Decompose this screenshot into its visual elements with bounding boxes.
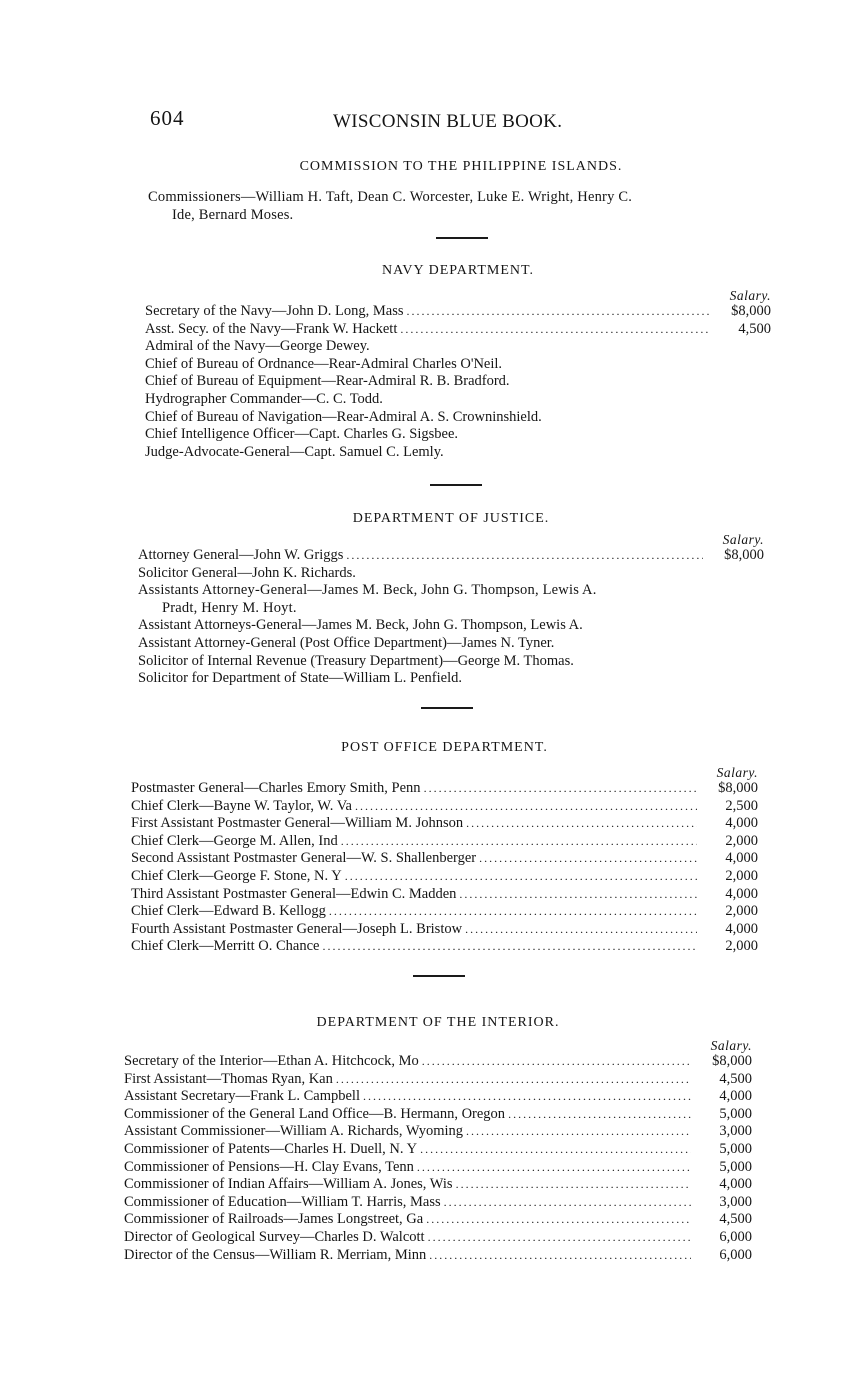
table-row xyxy=(145,302,771,320)
entry-salary: 3,000 xyxy=(719,1123,752,1140)
entry-salary: 4,000 xyxy=(719,1176,752,1193)
section-justice xyxy=(138,510,764,709)
entry-salary: 2,500 xyxy=(725,797,758,814)
leader-dots xyxy=(341,832,697,850)
leader-dots xyxy=(336,1070,691,1088)
list-item: Chief Intelligence Officer—Capt. Charles G. Sigsbee. xyxy=(145,426,459,443)
table-row xyxy=(131,920,758,938)
leader-dots xyxy=(424,779,697,797)
leader-dots xyxy=(466,1122,691,1140)
leader-dots xyxy=(465,920,697,938)
entry-salary: 2,000 xyxy=(725,832,758,849)
entry-salary: $8,000 xyxy=(724,547,764,563)
entry-name: Director of Geological Survey—Charles D. Walcott xyxy=(124,1228,425,1245)
table-row xyxy=(131,779,758,797)
leader-dots xyxy=(428,1228,691,1246)
entry-salary: 3,000 xyxy=(719,1193,752,1210)
leader-dots xyxy=(345,867,697,885)
running-head: WISCONSIN BLUE BOOK. xyxy=(333,111,563,132)
entry-name: Chief Clerk—Bayne W. Taylor, W. Va xyxy=(131,797,352,814)
entry-name: Attorney General—John W. Griggs xyxy=(138,547,344,563)
list-item: Solicitor for Department of State—William L. Penfield. xyxy=(138,670,462,687)
salary-column-header: Salary. xyxy=(716,765,758,780)
page-number: 604 xyxy=(150,106,185,130)
table-row xyxy=(131,814,758,832)
section-title-justice: DEPARTMENT OF JUSTICE. xyxy=(352,511,550,526)
entry-name: Fourth Assistant Postmaster General—Joseph L. Bristow xyxy=(131,920,463,937)
entry-name: Director of the Census—William R. Merriam, Minn xyxy=(124,1246,427,1263)
table-row xyxy=(131,849,758,867)
leader-dots xyxy=(479,849,697,867)
list-item: Chief of Bureau of Ordnance—Rear-Admiral Charles O'Neil. xyxy=(145,355,503,372)
leader-dots xyxy=(400,320,710,338)
entry-salary: $8,000 xyxy=(731,303,771,319)
table-row xyxy=(145,320,771,338)
table-row xyxy=(131,832,758,850)
leader-dots xyxy=(422,1052,691,1070)
list-item: Chief of Bureau of Equipment—Rear-Admiral R. B. Bradford. xyxy=(145,373,510,390)
section-divider xyxy=(436,237,488,239)
entry-name: Chief Clerk—Merritt O. Chance xyxy=(131,938,320,955)
leader-dots xyxy=(420,1140,691,1158)
entry-salary: 4,500 xyxy=(719,1211,752,1228)
table-row xyxy=(124,1122,752,1140)
table-row xyxy=(131,867,758,885)
entry-name: First Assistant Postmaster General—William M. Johnson xyxy=(131,815,464,832)
entry-salary: 5,000 xyxy=(719,1158,752,1175)
entry-name: Commissioner of Railroads—James Longstreet, Ga xyxy=(124,1211,424,1228)
entry-name: Commissioner of Pensions—H. Clay Evans, Tenn xyxy=(124,1158,414,1175)
table-row xyxy=(138,546,764,564)
entry-salary: 4,000 xyxy=(719,1088,752,1105)
commissioners-paragraph xyxy=(148,188,774,224)
entry-name: Asst. Secy. of the Navy—Frank W. Hackett xyxy=(145,320,398,337)
entry-salary: 4,500 xyxy=(738,320,771,337)
entry-salary: 4,500 xyxy=(719,1070,752,1087)
leader-dots xyxy=(459,885,697,903)
entry-name: Assistant Commissioner—William A. Richards, Wyoming xyxy=(124,1123,464,1140)
leader-dots xyxy=(346,546,703,564)
list-item: Solicitor of Internal Revenue (Treasury Department)—George M. Thomas. xyxy=(138,652,574,669)
entry-salary: 4,000 xyxy=(725,920,758,937)
entry-name: Chief Clerk—George M. Allen, Ind xyxy=(131,832,338,849)
entry-name: First Assistant—Thomas Ryan, Kan xyxy=(124,1070,333,1087)
entry-salary: 2,000 xyxy=(725,903,758,920)
entry-name: Commissioner of Patents—Charles H. Duell, N. Y xyxy=(124,1140,418,1157)
section-divider xyxy=(413,975,465,977)
table-row xyxy=(124,1070,752,1088)
entry-salary: 6,000 xyxy=(719,1228,752,1245)
list-item: Chief of Bureau of Navigation—Rear-Admiral A. S. Crowninshield. xyxy=(145,408,542,425)
list-item-continuation: Pradt, Henry M. Hoyt. xyxy=(162,599,297,616)
leader-dots xyxy=(466,814,697,832)
list-item: Assistants Attorney-General—James M. Beck, John G. Thompson, Lewis A. xyxy=(138,582,597,599)
leader-dots xyxy=(456,1175,691,1193)
entry-name: Secretary of the Navy—John D. Long, Mass xyxy=(145,303,404,319)
entry-salary: 2,000 xyxy=(725,867,758,884)
entry-salary: 6,000 xyxy=(719,1246,752,1263)
entry-name: Secretary of the Interior—Ethan A. Hitchcock, Mo xyxy=(124,1053,419,1069)
entry-salary: 4,000 xyxy=(725,815,758,832)
section-title-navy: NAVY DEPARTMENT. xyxy=(381,263,535,278)
commissioners-line-1: Commissioners—William H. Taft, Dean C. Worcester, Luke E. Wright, Henry C. xyxy=(148,189,633,205)
leader-dots xyxy=(363,1087,691,1105)
leader-dots xyxy=(417,1158,691,1176)
entry-salary: 2,000 xyxy=(725,938,758,955)
section-divider xyxy=(421,707,473,709)
leader-dots xyxy=(355,797,697,815)
section-title-philippines: COMMISSION TO THE PHILIPPINE ISLANDS. xyxy=(299,159,623,174)
table-row xyxy=(131,937,758,955)
section-title-interior: DEPARTMENT OF THE INTERIOR. xyxy=(316,1015,560,1030)
table-row xyxy=(124,1087,752,1105)
leader-dots xyxy=(407,302,710,320)
section-post-office xyxy=(131,739,758,977)
section-interior xyxy=(124,1014,752,1263)
entry-salary: $8,000 xyxy=(712,1053,752,1069)
commissioners-line-2: Ide, Bernard Moses. xyxy=(172,207,294,223)
salary-column-header: Salary. xyxy=(729,288,771,303)
table-row xyxy=(124,1210,752,1228)
entry-name: Postmaster General—Charles Emory Smith, Penn xyxy=(131,780,421,796)
list-item: Assistant Attorneys-General—James M. Beck, John G. Thompson, Lewis A. xyxy=(138,617,583,634)
section-divider xyxy=(430,484,482,486)
list-item: Solicitor General—John K. Richards. xyxy=(138,564,356,581)
list-item: Admiral of the Navy—George Dewey. xyxy=(145,338,370,355)
entry-salary: 4,000 xyxy=(725,885,758,902)
list-item: Assistant Attorney-General (Post Office Department)—James N. Tyner. xyxy=(138,634,555,651)
table-row xyxy=(124,1140,752,1158)
table-row xyxy=(124,1158,752,1176)
entry-salary: $8,000 xyxy=(718,780,758,796)
section-title-post-office: POST OFFICE DEPARTMENT. xyxy=(341,740,548,755)
leader-dots xyxy=(444,1193,691,1211)
entry-name: Third Assistant Postmaster General—Edwin C. Madden xyxy=(131,885,457,902)
entry-salary: 4,000 xyxy=(725,850,758,867)
entry-name: Assistant Secretary—Frank L. Campbell xyxy=(124,1088,360,1105)
entry-name: Commissioner of Indian Affairs—William A. Jones, Wis xyxy=(124,1176,453,1193)
leader-dots xyxy=(322,937,697,955)
entry-name: Chief Clerk—Edward B. Kellogg xyxy=(131,903,326,920)
entry-salary: 5,000 xyxy=(719,1105,752,1122)
leader-dots xyxy=(329,902,697,920)
table-row xyxy=(124,1228,752,1246)
list-item: Hydrographer Commander—C. C. Todd. xyxy=(145,390,383,407)
salary-column-header: Salary. xyxy=(710,1038,752,1053)
salary-column-header: Salary. xyxy=(722,532,764,547)
table-row xyxy=(124,1193,752,1211)
leader-dots xyxy=(426,1210,691,1228)
table-row xyxy=(124,1052,752,1070)
table-row xyxy=(131,885,758,903)
entry-name: Second Assistant Postmaster General—W. S. Shallenberger xyxy=(131,850,477,867)
section-navy xyxy=(145,262,771,486)
table-row xyxy=(124,1175,752,1193)
list-item: Judge-Advocate-General—Capt. Samuel C. Lemly. xyxy=(145,443,444,460)
table-row xyxy=(124,1246,752,1264)
section-philippines xyxy=(148,158,774,239)
leader-dots xyxy=(429,1246,691,1264)
table-row xyxy=(131,902,758,920)
entry-name: Chief Clerk—George F. Stone, N. Y xyxy=(131,867,342,884)
table-row xyxy=(124,1105,752,1123)
table-row xyxy=(131,797,758,815)
entry-salary: 5,000 xyxy=(719,1140,752,1157)
assistants-paragraph xyxy=(138,581,764,616)
entry-name: Commissioner of the General Land Office—B. Hermann, Oregon xyxy=(124,1105,506,1122)
entry-name: Commissioner of Education—William T. Harris, Mass xyxy=(124,1193,441,1210)
leader-dots xyxy=(508,1105,691,1123)
